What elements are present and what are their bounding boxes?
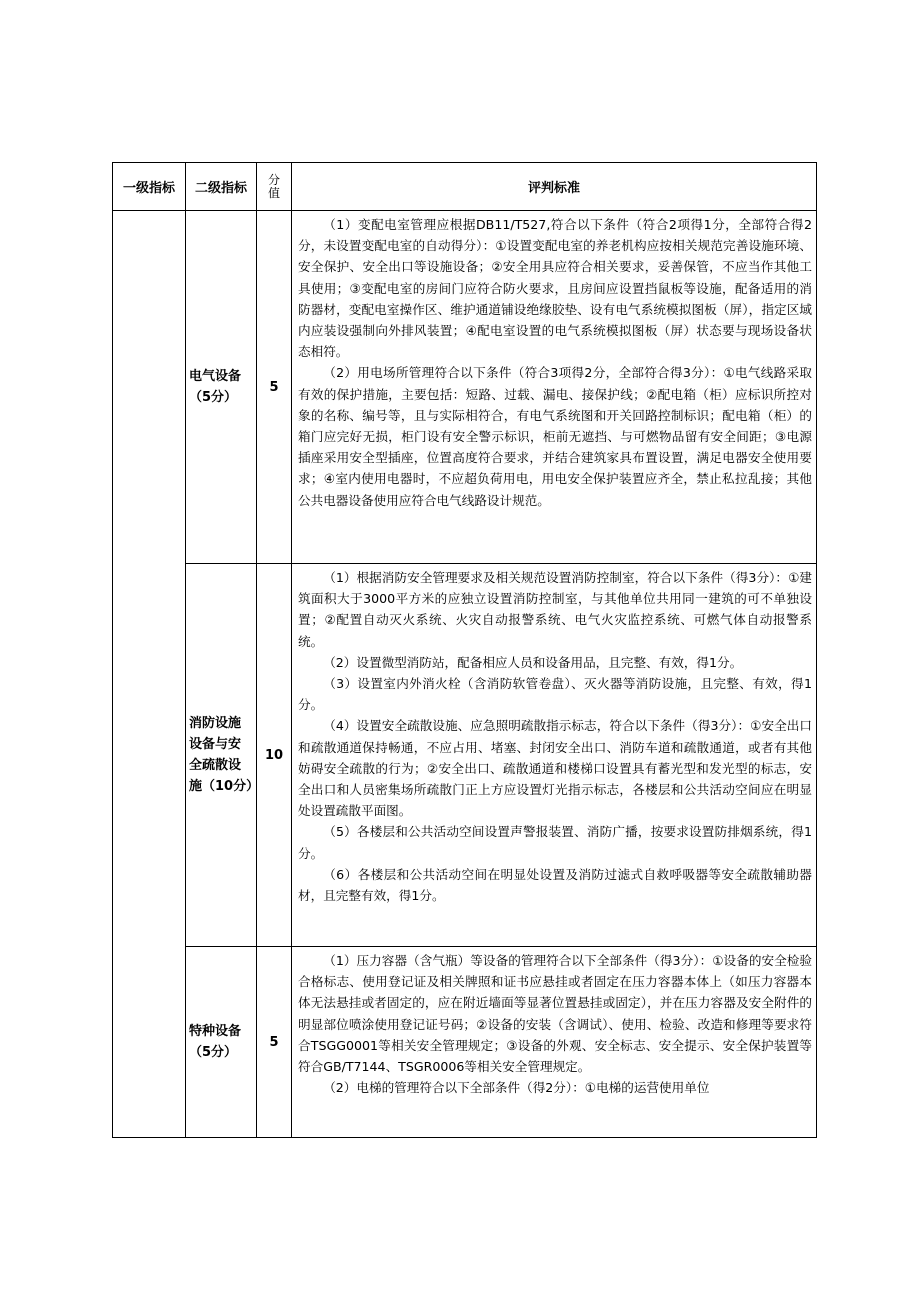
header-level2: 二级指标 bbox=[186, 163, 257, 211]
level2-cell-electrical: 电气设备（5分） bbox=[186, 211, 257, 564]
evaluation-table bbox=[112, 162, 817, 1138]
header-criteria: 评判标准 bbox=[292, 163, 817, 211]
level1-cell bbox=[113, 211, 186, 1138]
header-score bbox=[257, 163, 292, 211]
criteria-item: （4）设置安全疏散设施、应急照明疏散指示标志，符合以下条件（得3分）：①安全出口和疏散通道保持畅通，不应占用、堵塞、封闭安全出口、消防车道和疏散通道，或者有其他妨碍安全疏散的行为；②安全出口、疏散通道和楼梯口设置具有蓄光型和发光型的标志，安全出口和人员密集场所疏散门正上方应设置灯光指示标志，各楼层和公共活动空间应在明显处设置疏散平面图。 bbox=[298, 718, 812, 819]
criteria-cell-electrical bbox=[292, 211, 817, 564]
criteria-item: （1）变配电室管理应根据DB11/T527,符合以下条件（符合2项得1分，全部符合得2分，未设置变配电室的自动得分）：①设置变配电室的养老机构应按相关规范完善设施环境、安全保护、安全出口等设施设备；②安全用具应符合相关要求，妥善保管，不应当作其他工具使用；③变配电室的房间门应符合防火要求，且房间应设置挡鼠板等设施，配备适用的消防器材，变配电室操作区、维护通道铺设绝缘胶垫、设有电气系统模拟图板（屏），指定区域内应装设强制向外排风装置；④配电室设置的电气系统模拟图板（屏）状态要与现场设备状态相符。 bbox=[298, 217, 812, 360]
table-row-fire bbox=[113, 564, 817, 947]
table-row-special bbox=[113, 947, 817, 1138]
criteria-cell-fire bbox=[292, 564, 817, 947]
level2-cell-special: 特种设备（5分） bbox=[186, 947, 257, 1138]
criteria-item: （1）压力容器（含气瓶）等设备的管理符合以下全部条件（得3分）：①设备的安全检验合格标志、使用登记证及相关牌照和证书应悬挂或者固定在压力容器本体上（如压力容器本体无法悬挂或者固定的，应在附近墙面等显著位置悬挂或固定），并在压力容器及安全附件的明显部位喷涂使用登记证号码；②设备的安装（含调试）、使用、检验、改造和修理等要求符合TSGG0001等相关安全管理规定；③设备的外观、安全标志、安全提示、安全保护装置等符合GB/T7144、TSGR0006等相关安全管理规定。 bbox=[298, 953, 812, 1075]
criteria-item: （1）根据消防安全管理要求及相关规范设置消防控制室，符合以下条件（得3分）：①建筑面积大于3000平方米的应独立设置消防控制室，与其他单位共用同一建筑的可不单独设置；②配置自动灭火系统、火灾自动报警系统、电气火灾监控系统、可燃气体自动报警系统。 bbox=[298, 570, 812, 649]
criteria-item: （2）用电场所管理符合以下条件（符合3项得2分，全部符合得3分）：①电气线路采取有效的保护措施，主要包括：短路、过载、漏电、接保护线；②配电箱（柜）应标识所控对象的名称、编号等，且与实际相符合，有电气系统图和开关回路控制标识；配电箱（柜）的箱门应完好无损，柜门设有安全警示标识，柜前无遮挡、与可燃物品留有安全间距；③电源插座采用安全型插座，位置高度符合要求，并结合建筑家具布置设置，满足电器安全使用要求；④室内使用电器时，不应超负荷用电，用电安全保护装置应齐全，禁止私拉乱接；其他公共电器设备使用应符合电气线路设计规范。 bbox=[298, 365, 812, 508]
table-row-electrical bbox=[113, 211, 817, 564]
criteria-item: （5）各楼层和公共活动空间设置声警报装置、消防广播，按要求设置防排烟系统，得1分。 bbox=[298, 824, 812, 861]
criteria-item: （6）各楼层和公共活动空间在明显处设置及消防过滤式自救呼吸器等安全疏散辅助器材，且完整有效，得1分。 bbox=[298, 866, 812, 904]
score-cell-electrical: 5 bbox=[257, 211, 292, 564]
score-cell-fire: 10 bbox=[257, 564, 292, 947]
criteria-cell-special bbox=[292, 947, 817, 1138]
criteria-item: （2）设置微型消防站，配备相应人员和设备用品，且完整、有效，得1分。 bbox=[323, 654, 743, 670]
criteria-item: （3）设置室内外消火栓（含消防软管卷盘）、灭火器等消防设施，且完整、有效，得1分。 bbox=[298, 676, 812, 713]
header-row bbox=[113, 163, 817, 211]
header-score-text: 分值 bbox=[268, 172, 281, 200]
header-level1: 一级指标 bbox=[113, 163, 186, 211]
criteria-item: （2）电梯的管理符合以下全部条件（得2分）：①电梯的运营使用单位 bbox=[323, 1080, 710, 1096]
level2-cell-fire: 消防设施设备与安全疏散设施（10分） bbox=[186, 564, 257, 947]
score-cell-special: 5 bbox=[257, 947, 292, 1138]
